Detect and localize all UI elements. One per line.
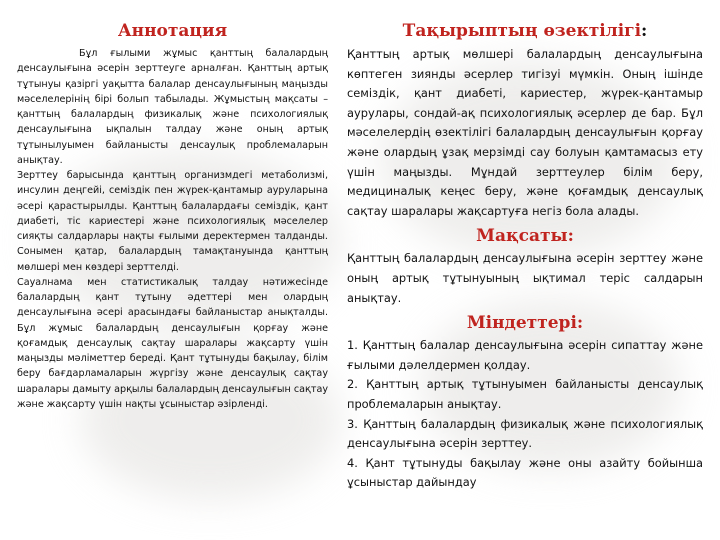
relevance-column [347,20,703,493]
task-item: 4. Қант тұтынуды бақылау және оны азайту бойынша ұсыныстар дайындау [347,455,703,490]
tasks-title: Міндеттері: [466,313,584,334]
relevance-title [347,20,703,42]
goal-text: Қанттың балалардың денсаулығына әсерін зерттеу және оның артық тұтынуының ықтимал теріс салдарын анықтау. [347,251,703,305]
task-item: 2. Қанттың артық тұтынуымен байланысты денсаулық проблемаларын анықтау. [347,377,703,411]
task-item: 3. Қанттың балалардың физикалық және психологиялық денсаулығына әсерін зерттеу. [347,416,703,451]
annotation-column [17,20,328,412]
annotation-title: Аннотация [117,21,228,41]
annotation-paragraph: Бұл ғылыми жұмыс қанттың балалардың денсаулығына әсерін зерттеуге арналған. Қанттың артық тұтынуы қазіргі уақытта балалар денсаулығының маңызды мәселелерінің бірі болып табылады. Жұмыстың мақсаты – қанттың балалардың физикалық және психологиялық денсаулығына ықпалын талдау және оның артық тұтынылуымен байланысты денсаулық проблемаларын анықтау. [17,48,328,166]
goal-title: Мақсаты: [476,226,574,247]
relevance-title-text: Тақырыптың өзектілігі [402,21,642,41]
relevance-text: Қанттың артық мөлшері балалардың денсаулығына көптеген зиянды әсерлер тигізуі мүмкін. Оның ішінде семіздік, қант диабеті, кариестер, жүрек-қантамыр аурулары, сондай-ақ психологиялық әсерлер де бар. Бұл мәселелердің өзектілігі балалардың денсаулығын қорғау және олардың ұзақ мерзімді сау болуын қамтамасыз ету үшін маңызды. Мұндай зерттеулер білім беру, медициналық кеңес беру, және қоғамдық денсаулық сақтау шаралары жақсартуға негіз бола алады. [347,47,703,218]
annotation-paragraph: Сауалнама мен статистикалық талдау нәтижесінде балалардың қант тұтыну әдеттері мен олардың денсаулығына әсері арасындағы байланыстар анықталды. Бұл жұмыс балалардың денсаулығын қорғау және қоғамдық денсаулық сақтау шаралары жақсарту үшін маңызды мәліметтер береді. Қант тұтынуды бақылау, білім беру бағдарламаларын жүргізу және денсаулық сақтау шаралары дамыту арқылы балалардың денсаулығын сақтау және жақсарту үшін нақты ұсыныстар әзірленді. [17,276,328,410]
task-item: 1. Қанттың балалар денсаулығына әсерін сипаттау және ғылыми дәлелдермен қолдау. [347,338,703,372]
annotation-paragraph: Зерттеу барысында қанттың организмдегі метаболизмі, инсулин деңгейі, семіздік пен жүрек-қантамыр ауруларына әсері қарастырылды. Қанттың балалардағы семіздік, қант диабеті, тіс кариестері және психологиялық мәселелер сияқты салдарлары нақты ғылыми деректермен талданды. Сонымен қатар, балалардың тамақтануында қанттың мөлшері мен көздері зерттелді. [17,170,328,273]
relevance-title-colon: : [641,21,648,41]
